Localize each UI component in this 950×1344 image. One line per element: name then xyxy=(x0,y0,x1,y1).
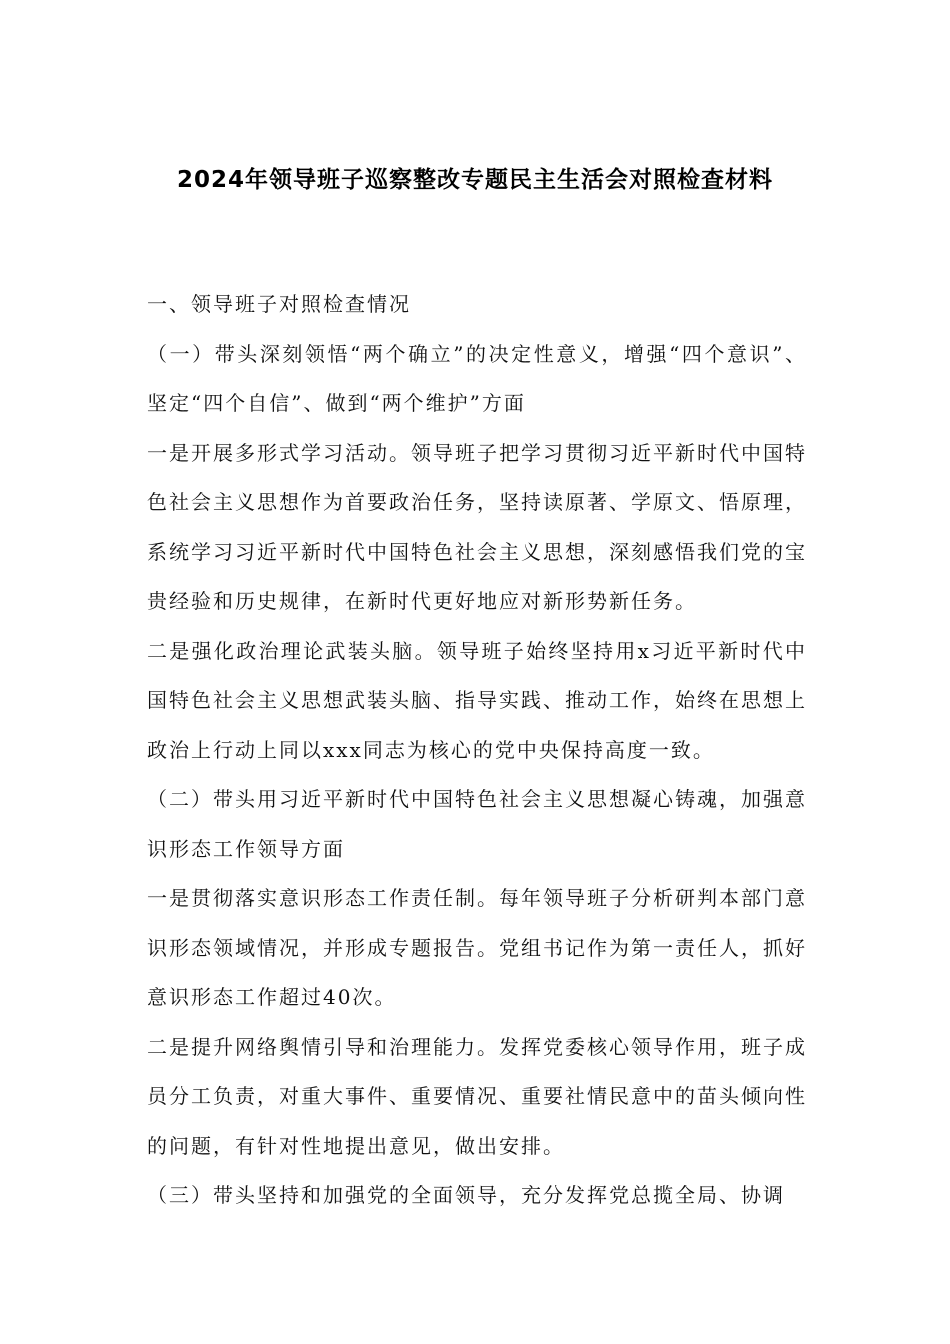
document-title: 2024年领导班子巡察整改专题民主生活会对照检查材料 xyxy=(176,167,773,193)
subsection-heading-1: （一）带头深刻领悟“两个确立”的决定性意义，增强“四个意识”、坚定“四个自信”、做到“两个维护”方面 xyxy=(147,341,807,415)
section-heading: 一、领导班子对照检查情况 xyxy=(147,292,411,316)
subsection-heading-2: （二）带头用习近平新时代中国特色社会主义思想凝心铸魂，加强意识形态工作领导方面 xyxy=(147,787,807,861)
subsection-heading-3: （三）带头坚持和加强党的全面领导，充分发挥党总揽全局、协调 xyxy=(147,1183,785,1207)
document-body xyxy=(147,280,807,1221)
body-paragraph: 二是强化政治理论武装头脑。领导班子始终坚持用x习近平新时代中国特色社会主义思想武装头脑、指导实践、推动工作，始终在思想上政治上行动上同以xxx同志为核心的党中央保持高度一致。 xyxy=(147,638,807,762)
body-paragraph: 一是开展多形式学习活动。领导班子把学习贯彻习近平新时代中国特色社会主义思想作为首要政治任务，坚持读原著、学原文、悟原理，系统学习习近平新时代中国特色社会主义思想，深刻感悟我们党的宝贵经验和历史规律，在新时代更好地应对新形势新任务。 xyxy=(147,440,807,613)
body-paragraph: 一是贯彻落实意识形态工作责任制。每年领导班子分析研判本部门意识形态领域情况，并形成专题报告。党组书记作为第一责任人，抓好意识形态工作超过40次。 xyxy=(147,886,807,1009)
body-paragraph: 二是提升网络舆情引导和治理能力。发挥党委核心领导作用，班子成员分工负责，对重大事件、重要情况、重要社情民意中的苗头倾向性的问题，有针对性地提出意见，做出安排。 xyxy=(147,1034,807,1158)
